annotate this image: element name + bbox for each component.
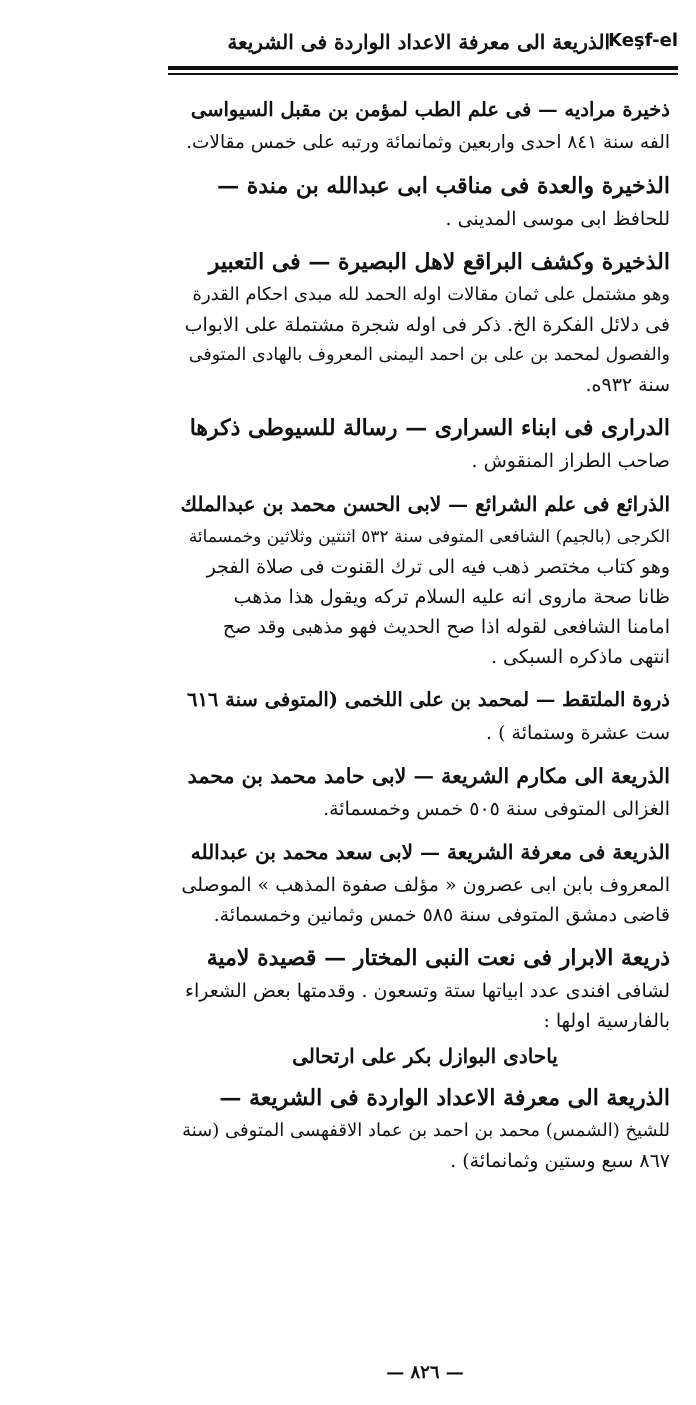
entry-heading-line: الذريعة الى معرفة الاعداد الواردة فى الشريعة — xyxy=(219,1085,670,1111)
running-header xyxy=(168,22,678,62)
entry xyxy=(180,1080,670,1176)
entry xyxy=(180,758,670,824)
header-rule-thin xyxy=(168,73,678,75)
entry xyxy=(180,168,670,234)
header-title: الذريعة الى معرفة الاعداد الواردة فى الشريعة xyxy=(227,30,610,54)
entry-heading-line: الذريعة فى معرفة الشريعة — لابى سعد محمد بن عبدالله xyxy=(190,840,670,864)
entry-text-line: المعروف بابن ابى عصرون « مؤلف صفوة المذهب » الموصلى xyxy=(181,874,670,896)
entry xyxy=(180,486,670,672)
entry-text-line: بالفارسية اولها : xyxy=(543,1010,670,1032)
entry-text-line: الفه سنة ٨٤١ احدى واربعين وثمانمائة ورتبه على خمس مقالات. xyxy=(186,132,670,153)
entry-heading-line: الذخيرة والعدة فى مناقب ابى عبدالله بن مندة — xyxy=(217,173,670,199)
entry-text-line: ست عشرة وستمائة ) . xyxy=(486,722,670,744)
entry-text-line: ظانا صحة ماروى انه عليه السلام تركه ويقول هذا مذهب xyxy=(233,586,670,608)
header-code: Keşf-el xyxy=(608,30,678,51)
entry xyxy=(180,682,670,748)
header-rule-thick xyxy=(168,66,678,70)
entry-text-line: وهو مشتمل على ثمان مقالات اوله الحمد لله مبدى احكام القدرة xyxy=(192,284,670,305)
entry-heading-line: الذخيرة وكشف البراقع لاهل البصيرة — فى التعبير xyxy=(208,249,670,275)
entry-heading-line: ذخيرة مراديه — فى علم الطب لمؤمن بن مقبل السيواسى xyxy=(190,98,670,121)
entry-text-line: لشافى افندى عدد ابياتها ستة وتسعون . وقدمتها بعض الشعراء xyxy=(185,980,670,1002)
entry-text-line: سنة ٩٣٢ه. xyxy=(585,374,670,396)
entry-heading-line: ذريعة الابرار فى نعت النبى المختار — قصيدة لامية xyxy=(206,945,670,971)
entry-heading-line: الذريعة الى مكارم الشريعة — لابى حامد محمد بن محمد xyxy=(187,764,670,788)
entry-text-line: امامنا الشافعى لقوله اذا صح الحديث فهو مذهبى وقد صح xyxy=(222,616,670,638)
entry-text-line: ٨٦٧ سبع وستين وثمانمائة) . xyxy=(450,1150,670,1172)
entry-text-line: قاضى دمشق المتوفى سنة ٥٨٥ خمس وثمانين وخمسمائة. xyxy=(213,904,670,926)
page-number: — ٨٢٦ — xyxy=(386,1362,464,1383)
entry-heading-line: ذروة الملتقط — لمحمد بن على اللخمى (المتوفى سنة ٦١٦ xyxy=(186,688,670,711)
entry-text-line: انتهى ماذكره السبكى . xyxy=(490,646,670,668)
poem-verse-text: ياحادى البوازل بكر على ارتحالى xyxy=(292,1044,558,1068)
entry xyxy=(180,940,670,1068)
entry-text-line: الغزالى المتوفى سنة ٥٠٥ خمس وخمسمائة. xyxy=(323,798,670,820)
entry xyxy=(180,834,670,930)
entry-heading-line: الدرارى فى ابناء السرارى — رسالة للسيوطى ذكرها xyxy=(189,415,670,441)
entry-text-line: للحافظ ابى موسى المدينى . xyxy=(445,208,670,230)
entry-text-line: الكرجى (بالجيم) الشافعى المتوفى سنة ٥٣٢ اثنتين وثلاثين وخمسمائة xyxy=(188,527,670,547)
entry xyxy=(180,92,670,158)
entry-text-line: فى دلائل الفكرة الخ. ذكر فى اوله شجرة مشتملة على الابواب xyxy=(184,314,670,336)
entry-text-line: وهو كتاب مختصر ذهب فيه الى ترك القنوت فى صلاة الفجر xyxy=(206,556,670,578)
entry-heading-line: الذرائع فى علم الشرائع — لابى الحسن محمد بن عبدالملك xyxy=(180,492,670,516)
entry-text-line: والفصول لمحمد بن على بن احمد اليمنى المعروف بالهادى المتوفى xyxy=(188,345,670,365)
entry-text-line: صاحب الطراز المنقوش . xyxy=(471,450,670,472)
entry-text-line: للشيخ (الشمس) محمد بن احمد بن عماد الاقفهسى المتوفى (سنة xyxy=(182,1120,670,1141)
poem-verse xyxy=(180,1044,670,1068)
entry xyxy=(180,410,670,476)
entries-list xyxy=(180,92,670,1186)
entry xyxy=(180,244,670,400)
